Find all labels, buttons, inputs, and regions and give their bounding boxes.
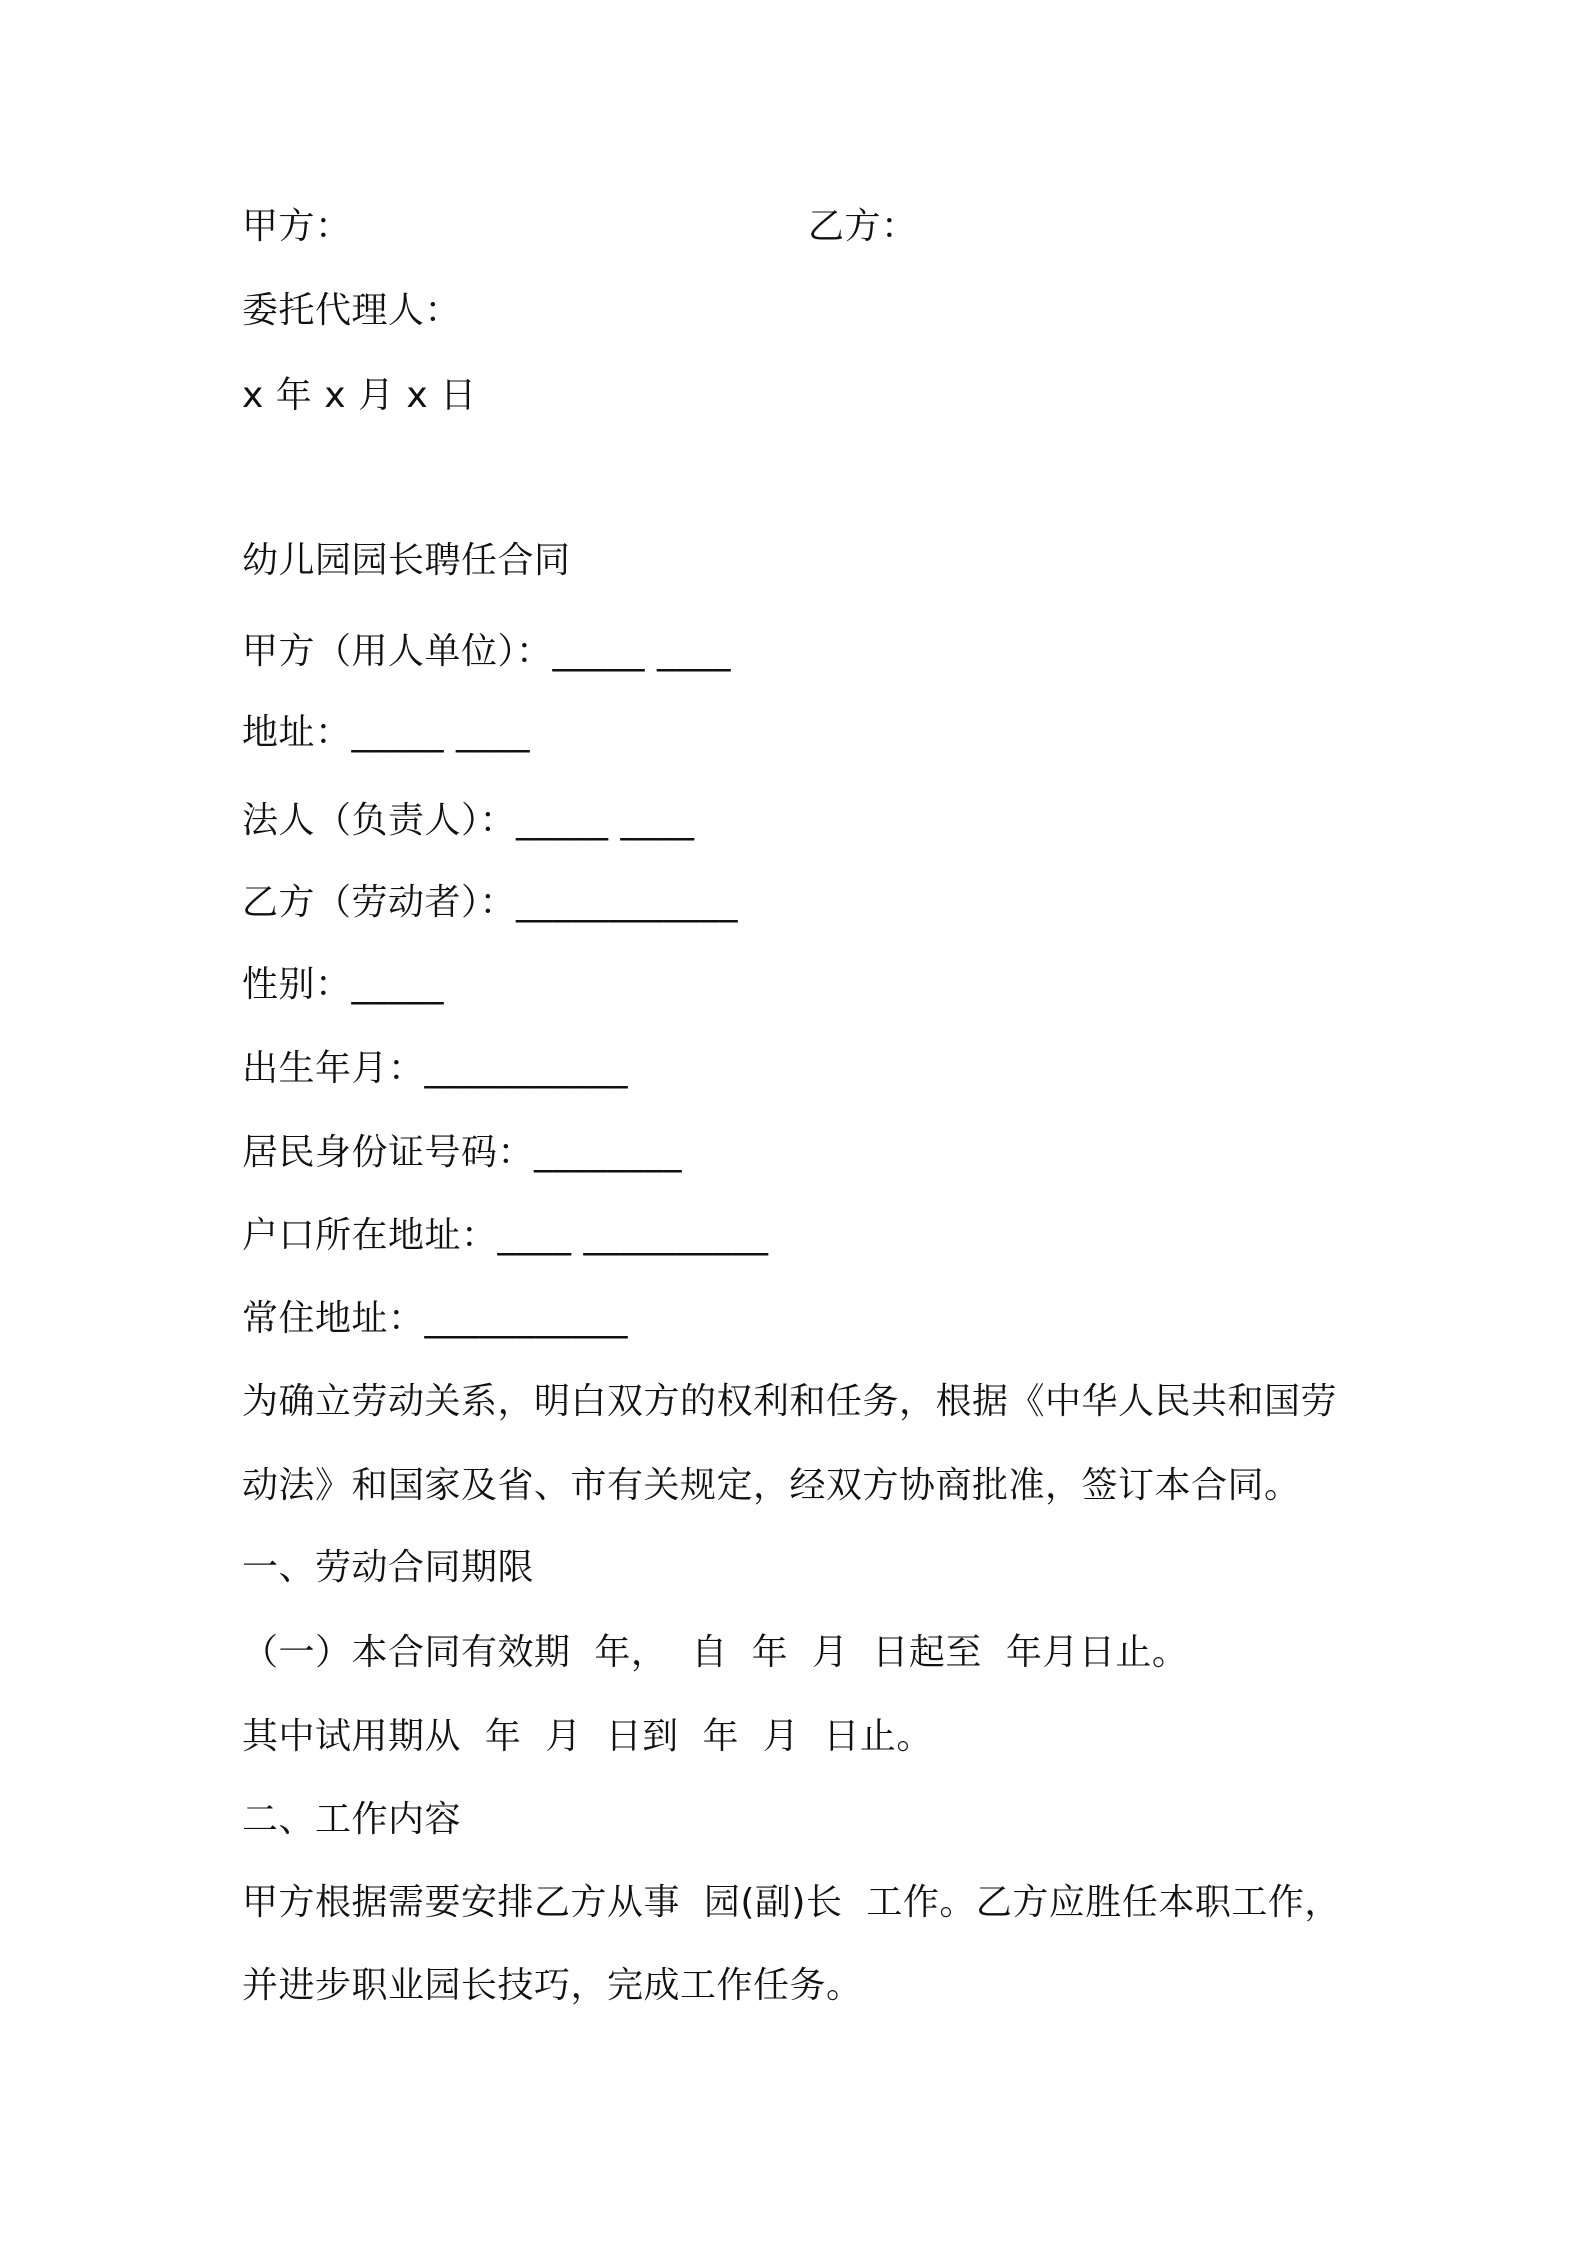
agent-label: 委托代理人： (242, 290, 462, 331)
legal-rep-field: 法人（负责人）：_____ ____ (242, 800, 695, 841)
address-field: 地址：_____ ____ (242, 712, 530, 753)
employer-field: 甲方（用人单位）：_____ ____ (242, 631, 731, 672)
party-a-label: 甲方： (242, 206, 352, 247)
work-content-line-1: 甲方根据需要安排乙方从事 园(副)长 工作。乙方应胜任本职工作， (242, 1882, 1341, 1923)
residence-field: 常住地址：___________ (242, 1298, 629, 1339)
intro-paragraph-line-1: 为确立劳动关系，明白双方的权利和任务，根据《中华人民共和国劳 (242, 1381, 1338, 1422)
gender-field: 性别：_____ (242, 964, 445, 1005)
worker-field: 乙方（劳动者）：____________ (242, 882, 739, 923)
intro-paragraph-line-2: 动法》和国家及省、市有关规定，经双方协商批准，签订本合同。 (242, 1465, 1301, 1506)
hukou-address-field: 户口所在地址：____ __________ (242, 1215, 769, 1256)
birth-date-field: 出生年月：___________ (242, 1048, 629, 1089)
work-content-line-2: 并进步职业园长技巧，完成工作任务。 (242, 1965, 863, 2006)
section-2-heading: 二、工作内容 (242, 1799, 462, 1840)
contract-title: 幼儿园园长聘任合同 (242, 540, 571, 581)
id-number-field: 居民身份证号码：________ (242, 1132, 683, 1173)
section-1-heading: 一、劳动合同期限 (242, 1547, 535, 1588)
probation-clause: 其中试用期从 年 月 日到 年 月 日止。 (242, 1716, 933, 1757)
term-clause: （一）本合同有效期 年， 自 年 月 日起至 年月日止。 (242, 1632, 1189, 1673)
party-b-label: 乙方： (808, 206, 918, 247)
contract-date: x 年 x 月 x 日 (242, 375, 477, 416)
